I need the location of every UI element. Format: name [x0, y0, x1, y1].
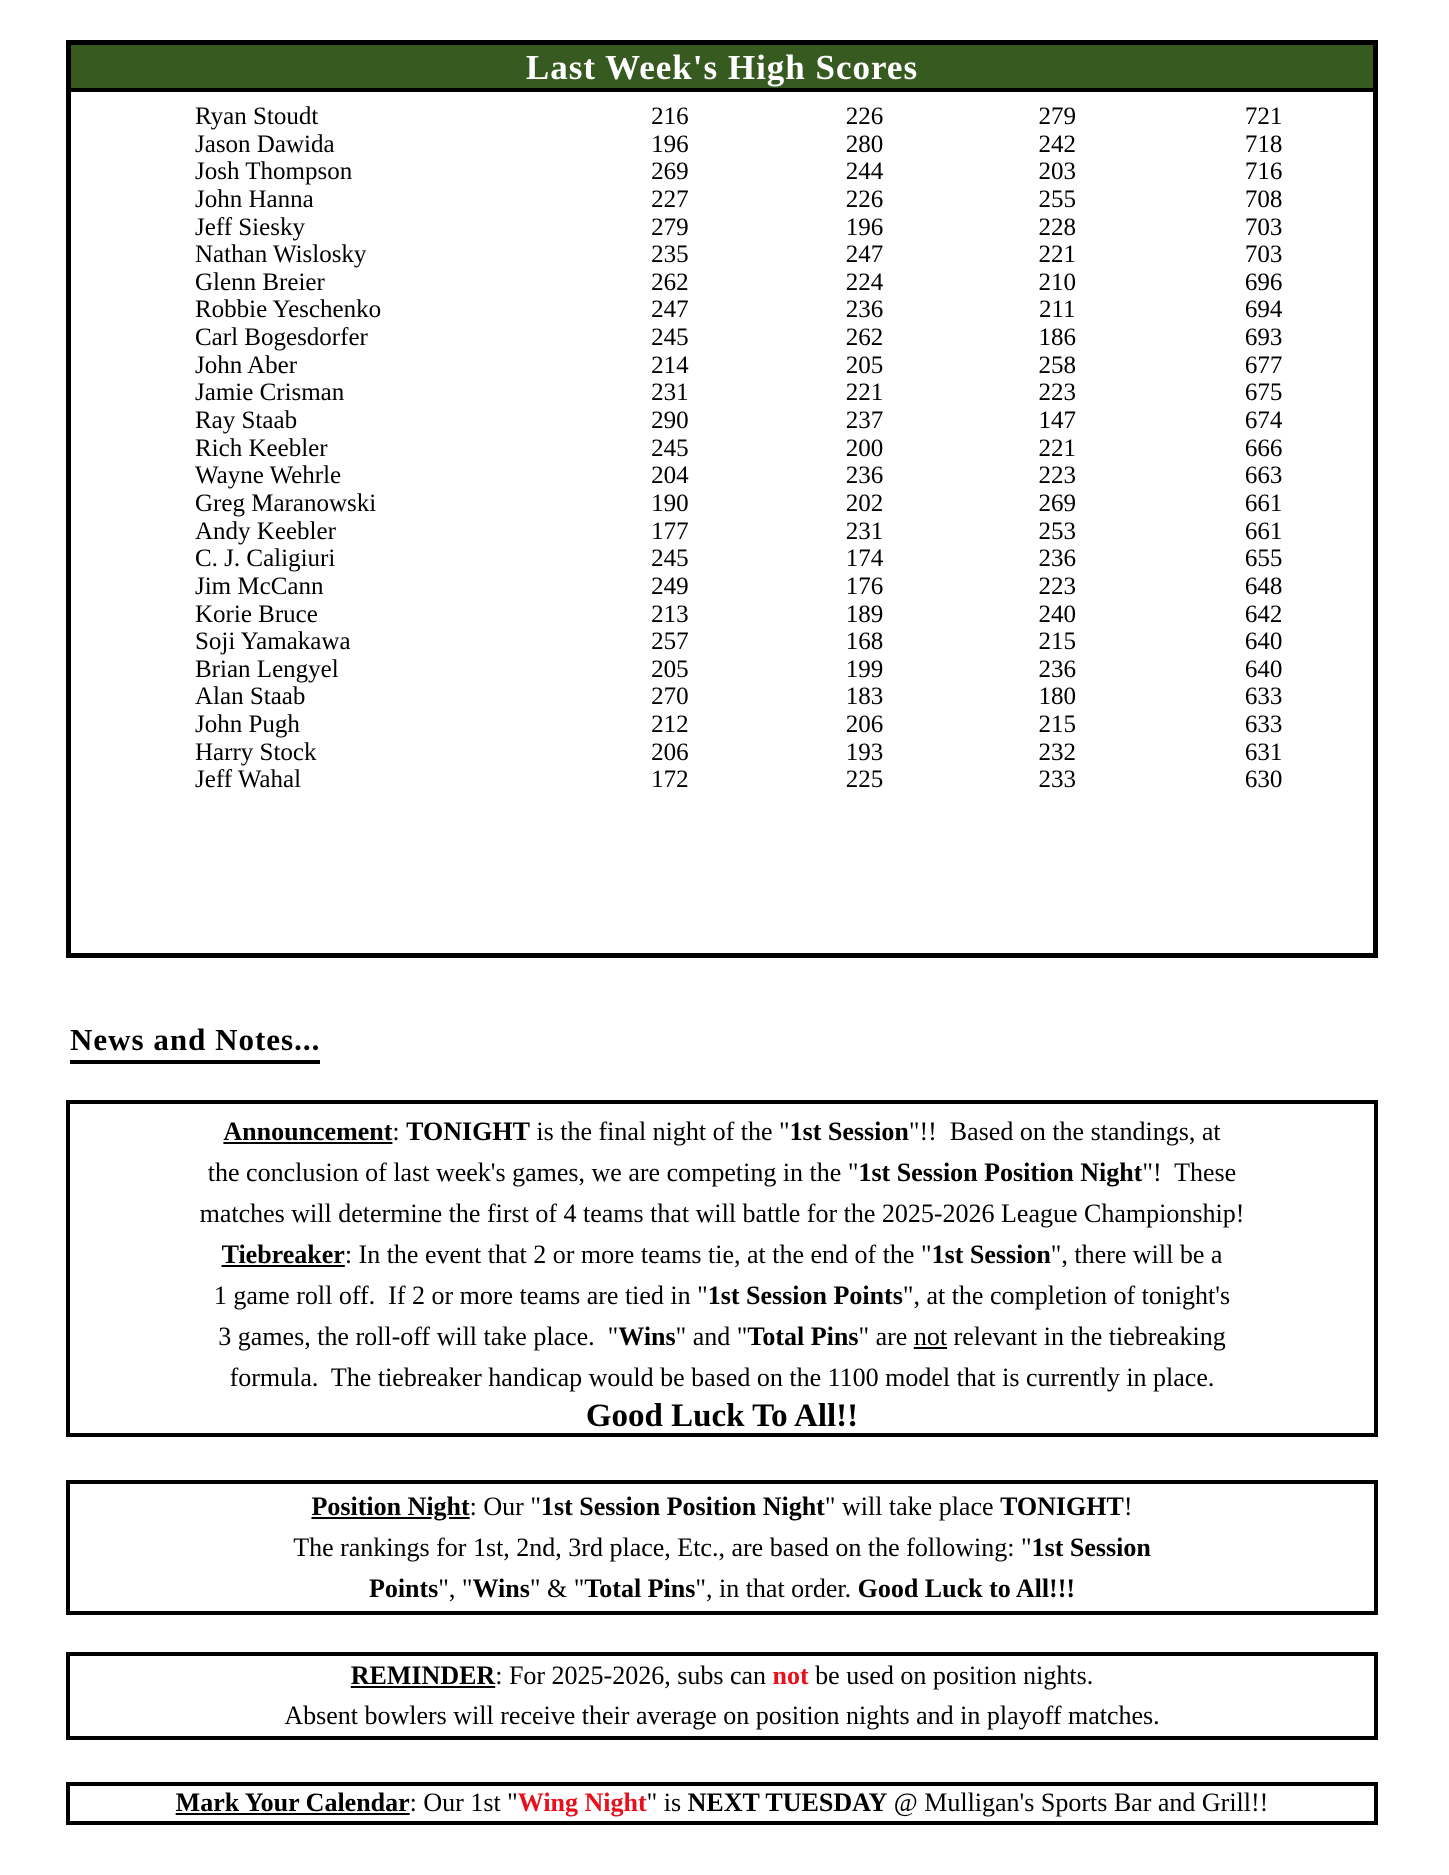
score-g2: 237	[845, 407, 884, 435]
mark-your-calendar-box	[66, 1782, 1378, 1825]
text-line: Position Night: Our "1st Session Position Night" will take place TONIGHT!	[311, 1492, 1133, 1521]
score-total: 633	[1244, 683, 1283, 711]
score-g2: 176	[845, 572, 884, 600]
score-total: 677	[1244, 351, 1283, 379]
score-g1: 247	[651, 296, 689, 324]
score-total: 655	[1244, 545, 1283, 573]
text-line: 1 game roll off. If 2 or more teams are tied in "1st Session Points", at the completion of tonight's	[213, 1281, 1231, 1310]
score-g2: 244	[845, 158, 884, 186]
score-g1: 227	[651, 185, 689, 213]
good-luck-line: Good Luck To All!!	[585, 1398, 859, 1434]
text-line: formula. The tiebreaker handicap would be based on the 1100 model that is currently in place.	[229, 1363, 1215, 1392]
score-g1: 269	[651, 158, 689, 186]
score-g2: 247	[845, 241, 884, 269]
announcement-text	[70, 1111, 1374, 1398]
high-scores-header-bar	[71, 45, 1373, 92]
score-row	[71, 407, 1373, 435]
score-row	[71, 103, 1373, 131]
score-g3: 215	[1038, 628, 1076, 656]
score-g2: 189	[845, 600, 884, 628]
score-g1: 245	[651, 545, 689, 573]
score-g1: 279	[651, 213, 689, 241]
score-g1: 172	[651, 766, 689, 794]
score-g1: 196	[651, 130, 689, 158]
score-row	[71, 379, 1373, 407]
score-row	[71, 296, 1373, 324]
player-name: John Pugh	[195, 711, 300, 739]
score-g1: 190	[651, 489, 689, 517]
score-g1: 213	[651, 600, 689, 628]
score-total: 640	[1244, 628, 1283, 656]
score-row	[71, 711, 1373, 739]
score-g3: 223	[1038, 462, 1076, 490]
score-g1: 262	[651, 268, 689, 296]
score-g3: 221	[1038, 241, 1076, 269]
score-row	[71, 462, 1373, 490]
score-g1: 257	[651, 628, 689, 656]
score-g3: 236	[1038, 655, 1076, 683]
text-line: Mark Your Calendar: Our 1st "Wing Night" is NEXT TUESDAY @ Mulligan's Sports Bar and Grill!!	[175, 1788, 1269, 1817]
score-total: 630	[1244, 766, 1283, 794]
player-name: Soji Yamakawa	[195, 628, 351, 656]
player-name: Harry Stock	[195, 738, 317, 766]
score-total: 666	[1244, 434, 1283, 462]
score-g3: 215	[1038, 711, 1076, 739]
score-g2: 224	[845, 268, 884, 296]
score-g3: 279	[1038, 103, 1076, 130]
score-row	[71, 739, 1373, 767]
text-line: Announcement: TONIGHT is the final night of the "1st Session"!! Based on the standings, at	[223, 1117, 1221, 1146]
score-g2: 196	[845, 213, 884, 241]
score-row	[71, 601, 1373, 629]
text-line: Points", "Wins" & "Total Pins", in that order. Good Luck to All!!!	[368, 1574, 1076, 1603]
score-g2: 168	[845, 628, 884, 656]
score-total: 648	[1244, 572, 1283, 600]
score-g1: 214	[651, 351, 689, 379]
mark-your-calendar-text	[70, 1786, 1374, 1820]
player-name: Wayne Wehrle	[195, 462, 342, 490]
text-line: Absent bowlers will receive their average on position nights and in playoff matches.	[284, 1701, 1160, 1730]
score-row	[71, 186, 1373, 214]
score-g3: 233	[1038, 766, 1076, 794]
score-g1: 235	[651, 241, 689, 269]
score-g3: 269	[1038, 489, 1076, 517]
score-g1: 231	[651, 379, 689, 407]
score-row	[71, 269, 1373, 297]
score-row	[71, 683, 1373, 711]
player-name: Alan Staab	[195, 683, 306, 711]
score-g2: 236	[845, 462, 884, 490]
player-name: Robbie Yeschenko	[195, 296, 382, 324]
score-g1: 216	[651, 103, 689, 130]
score-g2: 225	[845, 766, 884, 794]
player-name: Josh Thompson	[195, 158, 353, 186]
high-scores-table	[71, 92, 1373, 794]
score-g2: 221	[845, 379, 884, 407]
player-name: Korie Bruce	[195, 600, 318, 628]
player-name: Andy Keebler	[195, 517, 336, 545]
score-g2: 193	[845, 738, 884, 766]
player-name: Jason Dawida	[195, 130, 335, 158]
score-g3: 255	[1038, 185, 1076, 213]
score-g2: 206	[845, 711, 884, 739]
score-total: 631	[1244, 738, 1283, 766]
high-scores-section	[66, 40, 1378, 958]
score-total: 674	[1244, 407, 1283, 435]
score-g3: 147	[1038, 407, 1076, 435]
score-g1: 177	[651, 517, 689, 545]
position-night-text	[70, 1486, 1374, 1609]
score-row	[71, 766, 1373, 794]
score-g3: 232	[1038, 738, 1076, 766]
score-total: 661	[1244, 517, 1283, 545]
score-total: 696	[1244, 268, 1283, 296]
score-g3: 253	[1038, 517, 1076, 545]
text-line: the conclusion of last week's games, we are competing in the "1st Session Position Night"! These	[207, 1158, 1237, 1187]
score-total: 640	[1244, 655, 1283, 683]
score-g1: 290	[651, 407, 689, 435]
score-g2: 226	[845, 185, 884, 213]
score-g2: 226	[845, 103, 884, 130]
player-name: Ray Staab	[195, 407, 298, 435]
score-g1: 270	[651, 683, 689, 711]
score-total: 708	[1244, 185, 1283, 213]
text-line: REMINDER: For 2025-2026, subs can not be used on position nights.	[350, 1661, 1094, 1690]
score-row	[71, 435, 1373, 463]
score-g2: 200	[845, 434, 884, 462]
score-g3: 180	[1038, 683, 1076, 711]
text-line: matches will determine the first of 4 teams that will battle for the 2025-2026 League Championship!	[199, 1199, 1245, 1228]
score-g2: 280	[845, 130, 884, 158]
score-row	[71, 656, 1373, 684]
player-name: Brian Lengyel	[195, 655, 339, 683]
player-name: Jeff Siesky	[195, 213, 305, 241]
score-total: 661	[1244, 489, 1283, 517]
news-and-notes-heading-text: News and Notes...	[70, 1022, 320, 1064]
score-total: 703	[1244, 213, 1283, 241]
player-name: Nathan Wislosky	[195, 241, 367, 269]
score-row	[71, 158, 1373, 186]
score-total: 718	[1244, 130, 1283, 158]
score-total: 642	[1244, 600, 1283, 628]
high-scores-title: Last Week's High Scores	[525, 48, 919, 87]
score-row	[71, 352, 1373, 380]
reminder-text	[70, 1656, 1374, 1736]
text-line: The rankings for 1st, 2nd, 3rd place, Etc., are based on the following: "1st Session	[293, 1533, 1151, 1562]
score-total: 721	[1244, 103, 1283, 130]
score-g3: 210	[1038, 268, 1076, 296]
player-name: John Aber	[195, 351, 298, 379]
score-g2: 199	[845, 655, 884, 683]
score-row	[71, 324, 1373, 352]
score-g1: 205	[651, 655, 689, 683]
score-g1: 212	[651, 711, 689, 739]
score-g3: 223	[1038, 572, 1076, 600]
player-name: Greg Maranowski	[195, 489, 377, 517]
score-g3: 211	[1038, 296, 1076, 324]
score-g3: 186	[1038, 324, 1076, 352]
player-name: Carl Bogesdorfer	[195, 324, 368, 352]
score-g3: 228	[1038, 213, 1076, 241]
player-name: Ryan Stoudt	[195, 103, 319, 130]
score-g3: 242	[1038, 130, 1076, 158]
score-g2: 174	[845, 545, 884, 573]
score-g2: 231	[845, 517, 884, 545]
score-g3: 258	[1038, 351, 1076, 379]
score-row	[71, 490, 1373, 518]
position-night-box	[66, 1480, 1378, 1615]
player-name: John Hanna	[195, 185, 314, 213]
score-g3: 221	[1038, 434, 1076, 462]
score-g1: 204	[651, 462, 689, 490]
score-total: 703	[1244, 241, 1283, 269]
score-g3: 223	[1038, 379, 1076, 407]
score-g3: 203	[1038, 158, 1076, 186]
announcement-box	[66, 1100, 1378, 1437]
score-g2: 202	[845, 489, 884, 517]
score-g1: 245	[651, 434, 689, 462]
score-row	[71, 131, 1373, 159]
text-line: 3 games, the roll-off will take place. "Wins" and "Total Pins" are not relevant in the tiebreaking	[218, 1322, 1226, 1351]
score-g2: 183	[845, 683, 884, 711]
score-g1: 245	[651, 324, 689, 352]
score-g1: 249	[651, 572, 689, 600]
score-row	[71, 518, 1373, 546]
player-name: Jamie Crisman	[195, 379, 345, 407]
score-g3: 236	[1038, 545, 1076, 573]
score-row	[71, 241, 1373, 269]
reminder-box	[66, 1652, 1378, 1740]
news-and-notes-heading	[70, 1022, 320, 1064]
score-total: 675	[1244, 379, 1283, 407]
score-row	[71, 214, 1373, 242]
score-g2: 262	[845, 324, 884, 352]
score-row	[71, 545, 1373, 573]
score-total: 663	[1244, 462, 1283, 490]
score-g1: 206	[651, 738, 689, 766]
player-name: Jeff Wahal	[195, 766, 302, 794]
player-name: C. J. Caligiuri	[195, 545, 336, 573]
player-name: Jim McCann	[195, 572, 324, 600]
score-total: 694	[1244, 296, 1283, 324]
score-row	[71, 573, 1373, 601]
score-total: 633	[1244, 711, 1283, 739]
score-row	[71, 628, 1373, 656]
score-g3: 240	[1038, 600, 1076, 628]
score-total: 716	[1244, 158, 1283, 186]
player-name: Glenn Breier	[195, 268, 325, 296]
score-g2: 236	[845, 296, 884, 324]
text-line: Tiebreaker: In the event that 2 or more teams tie, at the end of the "1st Session", there will be a	[221, 1240, 1223, 1269]
score-g2: 205	[845, 351, 884, 379]
score-total: 693	[1244, 324, 1283, 352]
player-name: Rich Keebler	[195, 434, 328, 462]
